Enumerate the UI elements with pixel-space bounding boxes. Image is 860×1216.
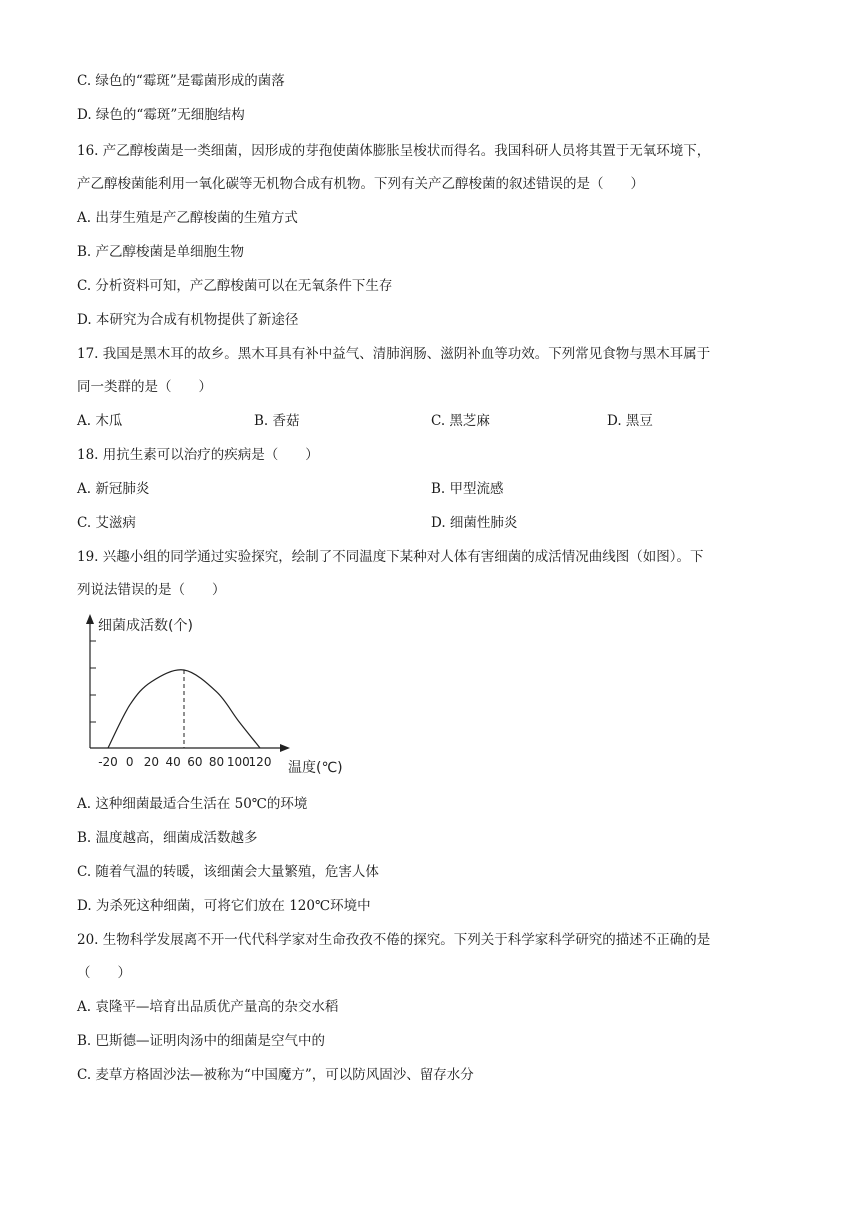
q17-option-c: C. 黑芝麻	[431, 413, 490, 429]
q20-stem-line1: 20. 生物科学发展离不开一代代科学家对生命孜孜不倦的探究。下列关于科学家科学研究的描述不正确的是	[77, 932, 711, 948]
q19-option-c: C. 随着气温的转暖，该细菌会大量繁殖，危害人体	[77, 864, 379, 880]
q16-option-a: A. 出芽生殖是产乙醇梭菌的生殖方式	[77, 210, 298, 226]
q18-option-c: C. 艾滋病	[77, 515, 136, 531]
q19-stem-line1: 19. 兴趣小组的同学通过实验探究，绘制了不同温度下某种对人体有害细菌的成活情况曲线图（如图）。下	[77, 549, 704, 565]
x-tick-label: 120	[248, 755, 272, 769]
x-tick-label: 0	[125, 755, 134, 769]
q20-stem-line2: （ ）	[77, 965, 131, 981]
q19-stem-line2: 列说法错误的是（ ）	[77, 582, 226, 598]
y-axis-arrow	[86, 614, 94, 624]
q19-option-b: B. 温度越高，细菌成活数越多	[77, 830, 258, 846]
bacteria-survival-chart	[70, 608, 360, 780]
y-axis-label: 细菌成活数(个)	[98, 618, 193, 634]
q16-option-c: C. 分析资料可知，产乙醇梭菌可以在无氧条件下生存	[77, 278, 393, 294]
q17-option-a: A. 木瓜	[77, 413, 123, 429]
x-tick-label: 40	[165, 755, 181, 769]
q18-option-d: D. 细菌性肺炎	[431, 515, 518, 531]
q18-stem: 18. 用抗生素可以治疗的疾病是（ ）	[77, 447, 319, 463]
q17-option-d: D. 黑豆	[607, 413, 653, 429]
q16-option-b: B. 产乙醇梭菌是单细胞生物	[77, 244, 245, 260]
q17-option-b: B. 香菇	[254, 413, 300, 429]
q16-stem-line2: 产乙醇梭菌能利用一氧化碳等无机物合成有机物。下列有关产乙醇梭菌的叙述错误的是（ ）	[77, 176, 644, 192]
x-axis-label: 温度(℃)	[288, 760, 343, 776]
x-axis-arrow	[280, 744, 290, 752]
q17-stem-line1: 17. 我国是黑木耳的故乡。黑木耳具有补中益气、清肺润肠、滋阴补血等功效。下列常见食物与黑木耳属于	[77, 346, 711, 362]
x-tick-label: 20	[143, 755, 160, 769]
q19-option-d: D. 为杀死这种细菌，可将它们放在 120℃环境中	[77, 898, 371, 914]
q20-option-b: B. 巴斯德—证明肉汤中的细菌是空气中的	[77, 1033, 326, 1049]
q18-option-a: A. 新冠肺炎	[77, 481, 150, 497]
q16-option-d: D. 本研究为合成有机物提供了新途径	[77, 312, 299, 328]
x-tick-label: 100	[226, 755, 250, 769]
x-tick-label: 60	[187, 755, 203, 769]
x-tick-label: 80	[208, 755, 225, 769]
q15-option-c: C. 绿色的“霉斑”是霉菌形成的菌落	[77, 73, 285, 89]
q20-option-c: C. 麦草方格固沙法—被称为“中国魔方”，可以防风固沙、留存水分	[77, 1067, 474, 1083]
q18-option-b: B. 甲型流感	[431, 481, 504, 497]
x-tick-label: -20	[98, 755, 118, 769]
q17-stem-line2: 同一类群的是（ ）	[77, 379, 212, 395]
q16-stem-line1: 16. 产乙醇梭菌是一类细菌，因形成的芽孢使菌体膨胀呈梭状而得名。我国科研人员将其置于无氧环境下，	[77, 143, 711, 159]
q15-option-d: D. 绿色的“霉斑”无细胞结构	[77, 107, 245, 123]
q19-option-a: A. 这种细菌最适合生活在 50℃的环境	[77, 796, 308, 812]
q20-option-a: A. 袁隆平—培育出品质优产量高的杂交水稻	[77, 999, 339, 1015]
x-tick-labels	[98, 755, 271, 769]
